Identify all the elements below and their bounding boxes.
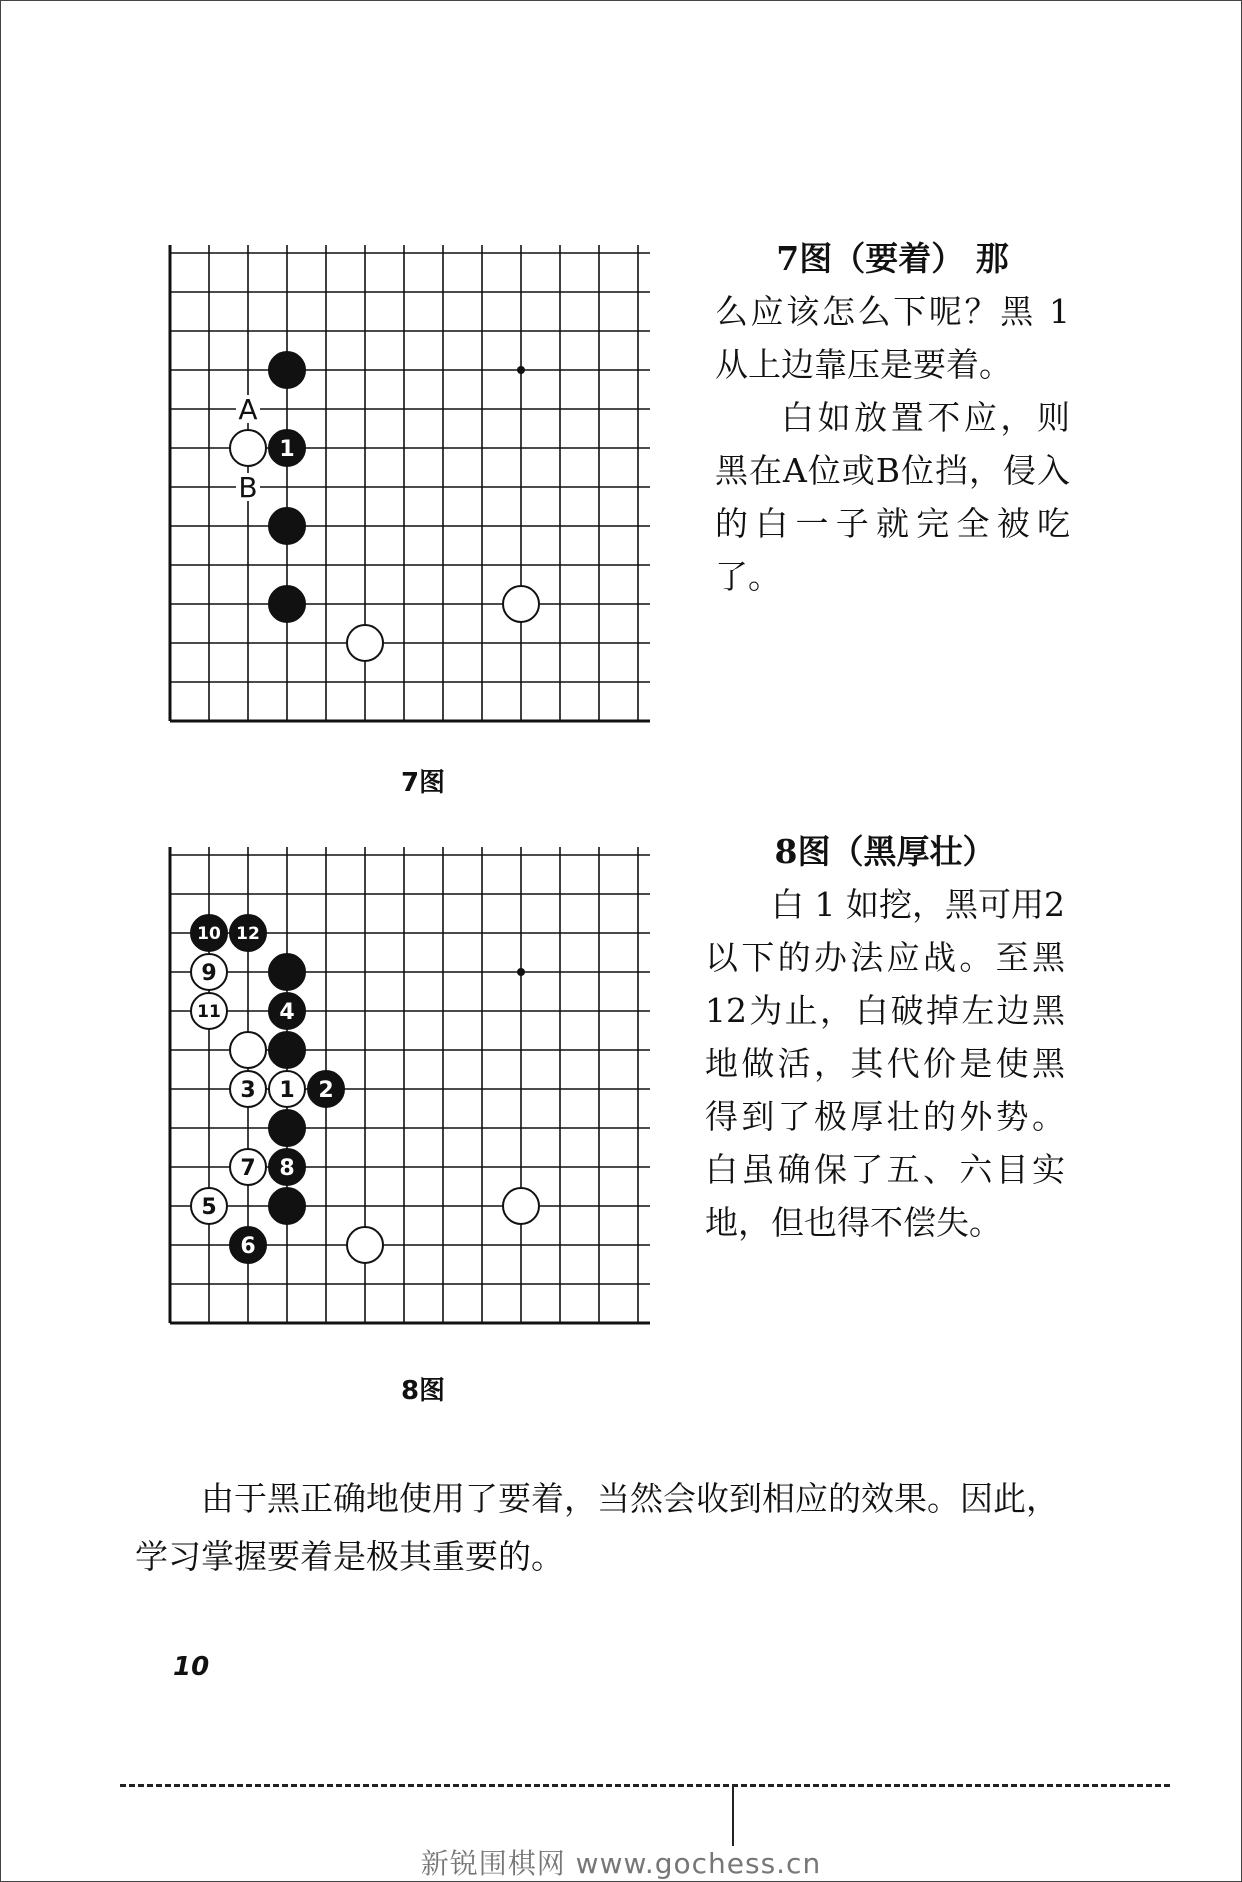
section-8-paragraph-1: 白 1 如挖，黑可用2以下的办法应战。至黑12为止，白破掉左边黑地做活，其代价是使黑得到了极厚壮的外势。白虽确保了五、六目实地，但也得不偿失。 — [705, 885, 1065, 1242]
section-8-text — [705, 825, 1065, 1249]
fig7-marker-label: B — [238, 471, 258, 504]
fig7-black-stone — [269, 352, 305, 388]
figure-caption-8: 8图 — [400, 1376, 446, 1406]
fig8-stone-number: 5 — [201, 1194, 217, 1220]
footer-rule-tick — [732, 1784, 734, 1846]
fig7-white-stone — [347, 625, 383, 661]
fig8-white-stone — [347, 1227, 383, 1263]
footer-rule — [120, 1784, 1170, 1787]
fig8-white-stone — [230, 1032, 266, 1068]
fig8-stone-number: 8 — [279, 1155, 295, 1181]
fig8-black-stone — [269, 1032, 305, 1068]
fig8-black-stone — [269, 1188, 305, 1224]
conclusion-paragraph: 由于黑正确地使用了要着，当然会收到相应的效果。因此，学习掌握要着是极其重要的。 — [135, 1479, 1059, 1576]
section-7-paragraph-1: 么应该怎么下呢？黑 1 从上边靠压是要着。 — [715, 292, 1070, 384]
fig8-black-stone — [269, 1110, 305, 1146]
section-7-paragraph-2: 白如放置不应，则黑在A位或B位挡，侵入的白一子就完全被吃了。 — [715, 398, 1070, 596]
fig8-stone-number: 3 — [240, 1077, 256, 1103]
fig8-black-stone — [269, 954, 305, 990]
fig7-marker-label: A — [238, 393, 258, 426]
section-7-heading: 7图（要着） 那 — [776, 239, 1009, 278]
go-board-fig7 — [155, 238, 675, 758]
fig7-black-stone — [269, 508, 305, 544]
fig8-stone-number: 2 — [318, 1077, 334, 1103]
fig8-stone-number: 7 — [240, 1155, 256, 1181]
section-7-text — [715, 232, 1070, 603]
fig7-white-stone — [230, 430, 266, 466]
fig8-stone-number: 9 — [201, 960, 217, 986]
page-number: 10 — [173, 1652, 210, 1682]
fig8-stone-number: 12 — [236, 924, 260, 945]
go-board-fig8 — [155, 840, 675, 1360]
fig8-white-stone — [503, 1188, 539, 1224]
fig8-star-point — [517, 968, 525, 976]
fig8-stone-number: 4 — [279, 999, 295, 1025]
figure-caption-7: 7图 — [400, 768, 446, 798]
fig7-black-stone — [269, 586, 305, 622]
fig8-stone-number: 10 — [197, 924, 221, 945]
fig7-white-stone — [503, 586, 539, 622]
site-watermark: 新锐围棋网 www.gochess.cn — [420, 1847, 822, 1880]
fig8-stone-number: 1 — [279, 1077, 295, 1103]
fig7-star-point — [517, 366, 525, 374]
section-8-heading: 8图（黑厚壮） — [774, 832, 996, 871]
fig8-stone-number: 6 — [240, 1233, 256, 1259]
fig7-stone-number: 1 — [279, 436, 295, 462]
fig8-stone-number: 11 — [197, 1002, 221, 1023]
